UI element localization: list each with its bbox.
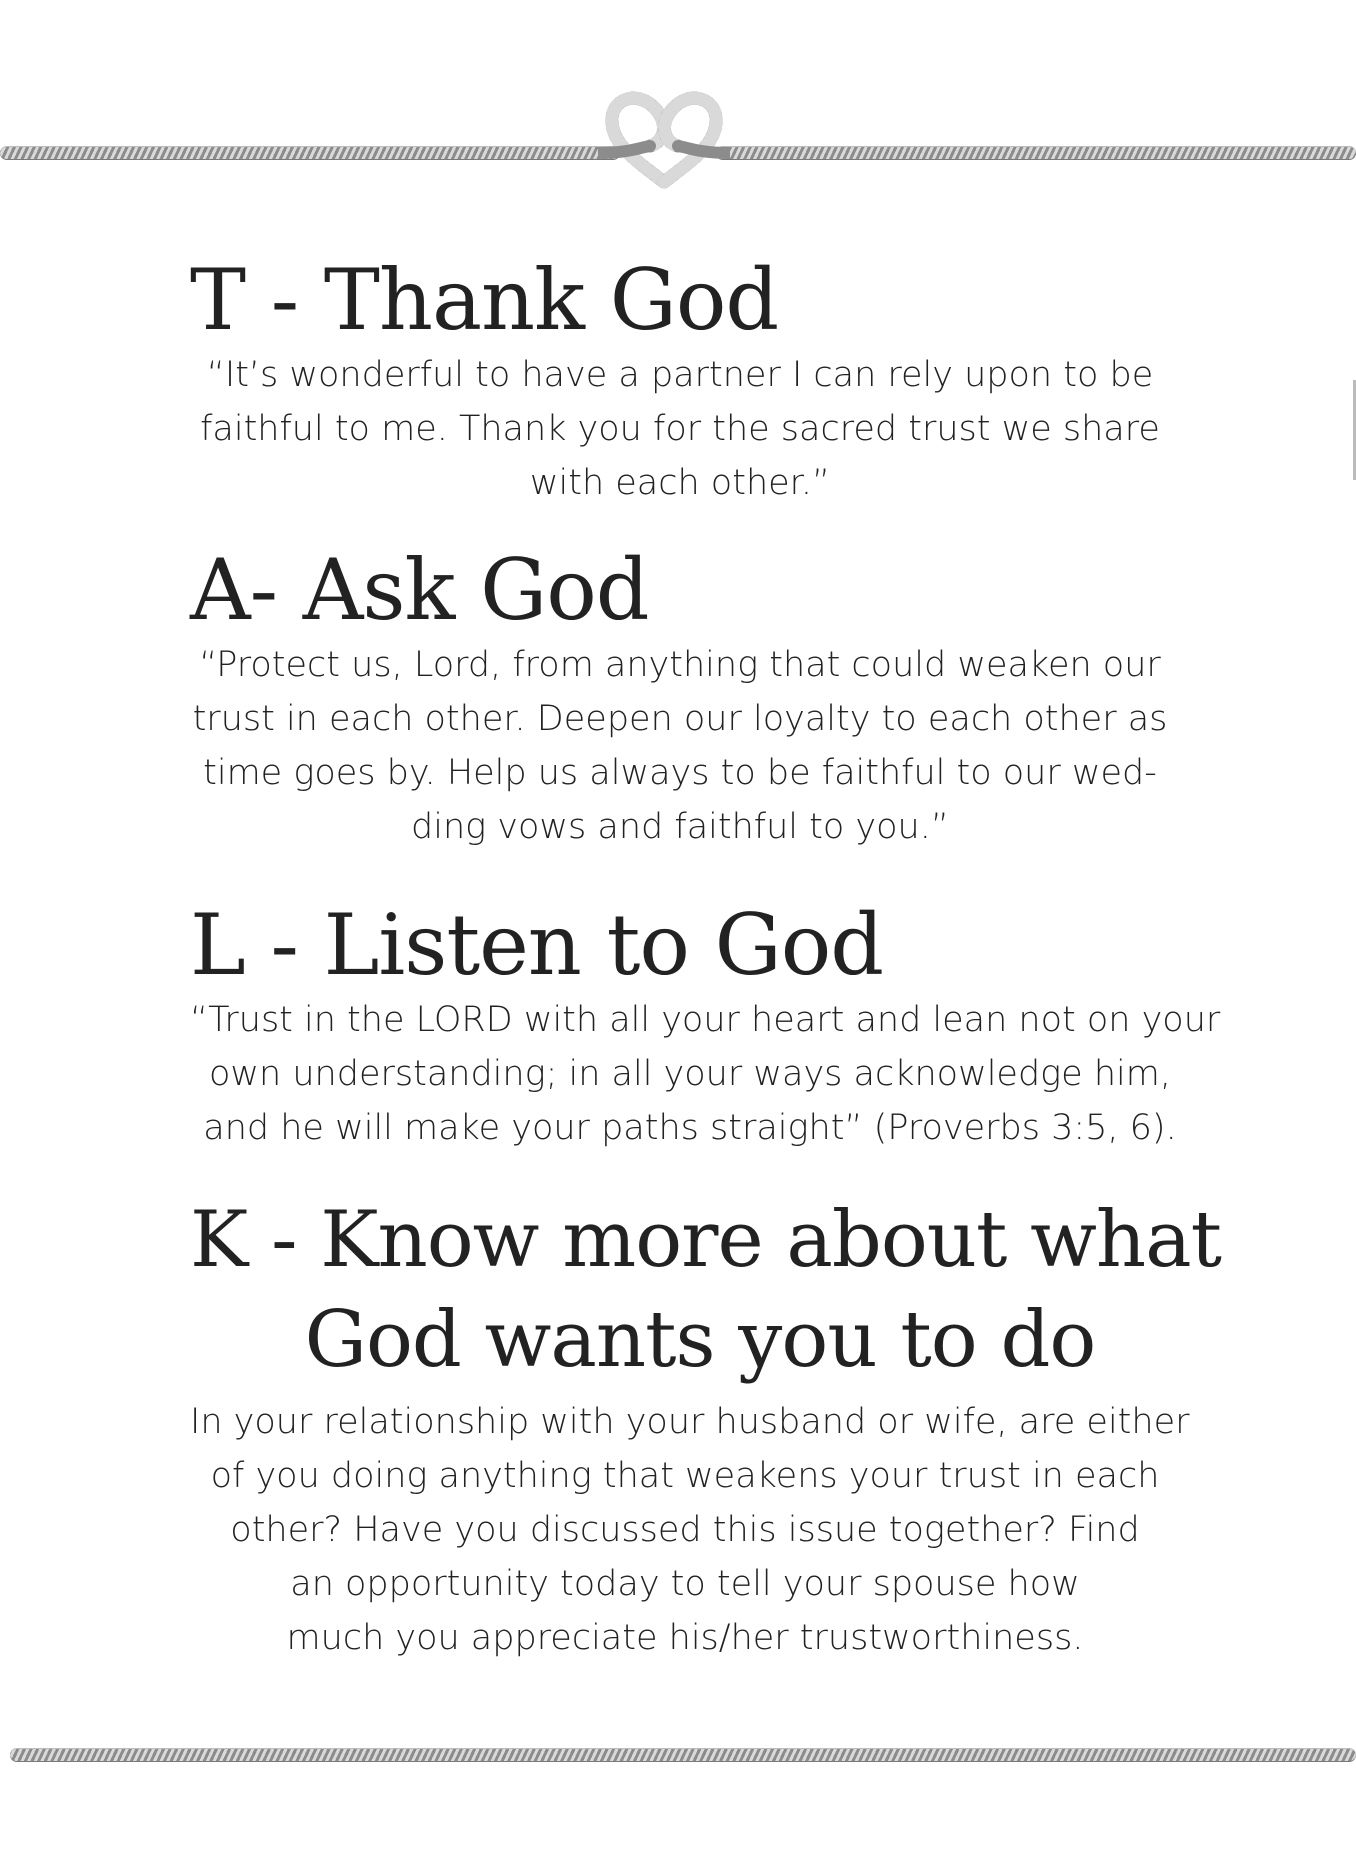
rope-heart-knot-icon bbox=[598, 82, 730, 192]
rope-border-bottom bbox=[10, 1748, 1356, 1762]
heading-line: K - Know more about what bbox=[190, 1195, 1222, 1285]
rope-border-top-left bbox=[0, 146, 620, 160]
body-line: other? Have you discussed this issue together? Find bbox=[230, 1510, 1140, 1550]
body-line: with each other.” bbox=[529, 463, 831, 503]
section-know-more bbox=[190, 1190, 1222, 1658]
section-body bbox=[190, 993, 1221, 1155]
body-line: “Protect us, Lord, from anything that could weaken our bbox=[199, 645, 1161, 685]
body-line: much you appreciate his/her trustworthiness. bbox=[286, 1618, 1084, 1658]
body-line: ding vows and faithful to you.” bbox=[411, 807, 949, 847]
section-body bbox=[190, 638, 1170, 854]
section-heading bbox=[190, 1190, 1222, 1390]
section-heading: A- Ask God bbox=[190, 541, 649, 639]
body-line: “It’s wonderful to have a partner I can rely upon to be bbox=[206, 355, 1154, 395]
section-thank-god bbox=[190, 250, 1190, 503]
section-heading: L - Listen to God bbox=[190, 896, 884, 994]
body-line: “Trust in the LORD with all your heart and lean not on your bbox=[190, 1000, 1221, 1040]
body-line: trust in each other. Deepen our loyalty to each other as bbox=[192, 699, 1168, 739]
body-line: an opportunity today to tell your spouse how bbox=[290, 1564, 1080, 1604]
section-ask-god bbox=[190, 540, 1190, 847]
body-line: and he will make your paths straight” (Proverbs 3:5, 6). bbox=[203, 1108, 1177, 1148]
section-body bbox=[190, 1395, 1190, 1665]
body-line: of you doing anything that weakens your trust in each bbox=[210, 1456, 1160, 1496]
body-line: time goes by. Help us always to be faithful to our wed- bbox=[203, 753, 1157, 793]
heading-line: God wants you to do bbox=[304, 1295, 1096, 1385]
body-line: faithful to me. Thank you for the sacred trust we share bbox=[200, 409, 1160, 449]
body-line: own understanding; in all your ways acknowledge him, bbox=[209, 1054, 1171, 1094]
body-line: In your relationship with your husband or wife, are either bbox=[190, 1402, 1190, 1442]
rope-border-top-right bbox=[716, 146, 1356, 160]
section-heading: T - Thank God bbox=[190, 251, 779, 349]
section-body bbox=[190, 348, 1170, 510]
section-listen-to-god bbox=[190, 895, 1221, 1148]
